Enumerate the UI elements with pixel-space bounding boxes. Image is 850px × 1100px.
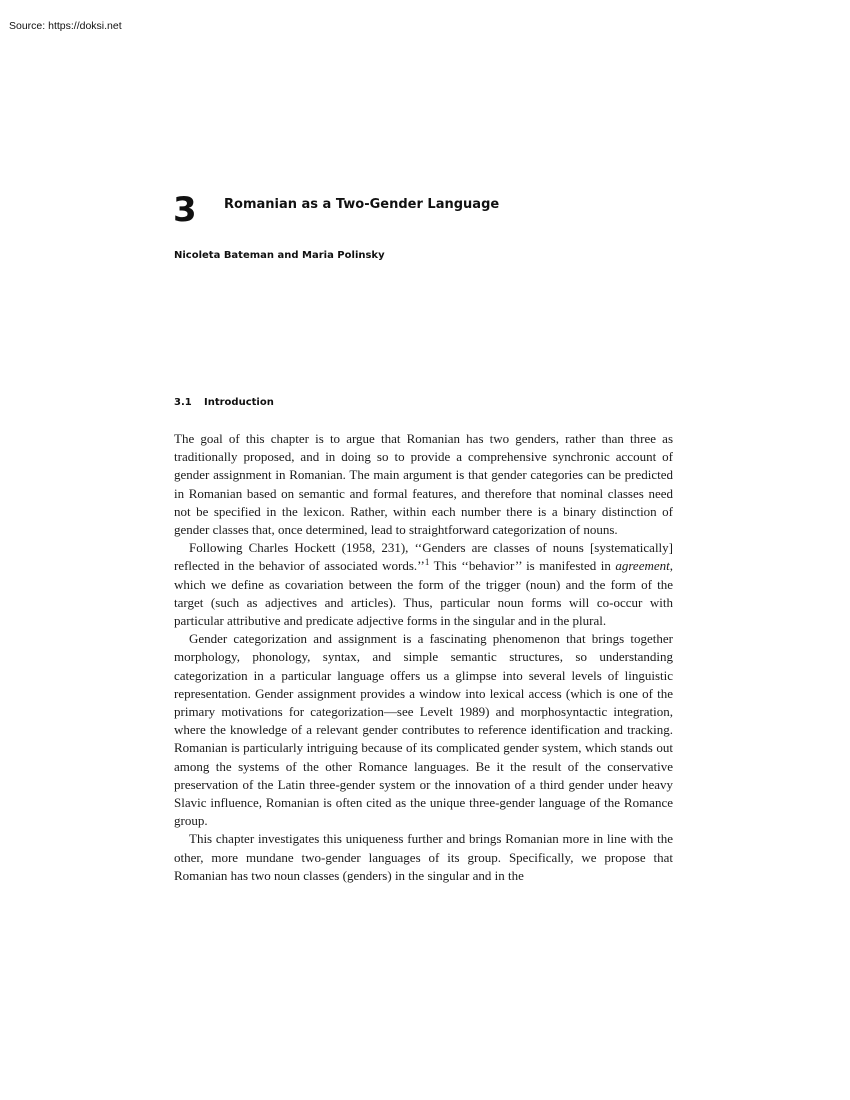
paragraph-2 <box>174 539 673 630</box>
source-label: Source: https://doksi.net <box>9 20 122 32</box>
section-number: 3.1 <box>174 397 192 408</box>
paragraph-2-part-b: This ‘‘behavior’’ is manifested in <box>429 558 616 574</box>
body-text <box>174 430 673 885</box>
paragraph-3: Gender categorization and assignment is a fascinating phenomenon that brings together morphology, phonology, syntax, and simple semantic structures, so understanding categorization in a particular language offers us a glimpse into several levels of linguistic representation. Gender assignment provides a window into lexical access (which is one of the primary motivations for categorization—see Levelt 1989) and morphosyntactic integration, where the knowledge of a relevant gender contributes to reference identification and tracking. Romanian is particularly intriguing because of its complicated gender system, which stands out among the systems of the other Romance languages. Be it the result of the conservative preservation of the Latin three-gender system or the innovation of a third gender under heavy Slavic influence, Romanian is often cited as the unique three-gender language of the Romance group. <box>174 631 673 829</box>
term-agreement: agreement <box>615 558 670 574</box>
paragraph-2-part-c: , which we define as covariation between the form of the trigger (noun) and the form of the target (such as adjectives and articles). Thus, particular noun forms will co-occur with particular attributive and predicate adjective forms in the singular and in the plural. <box>174 558 673 629</box>
chapter-number: 3 <box>173 190 197 230</box>
chapter-authors: Nicoleta Bateman and Maria Polinsky <box>174 250 385 261</box>
section-heading <box>174 397 274 408</box>
footnote-marker[interactable]: 1 <box>424 557 430 568</box>
paragraph-1: The goal of this chapter is to argue that Romanian has two genders, rather than three as traditionally proposed, and in doing so to provide a comprehensive synchronic account of gender assignment in Romanian. The main argument is that gender categories can be predicted in Romanian based on semantic and formal features, and therefore that nominal classes need not be specified in the lexicon. Rather, within each number there is a binary distinction of gender classes that, once determined, lead to straightforward categorization of nouns. <box>174 431 673 538</box>
paragraph-4: This chapter investigates this uniqueness further and brings Romanian more in line with the other, more mundane two-gender languages of its group. Specifically, we propose that Romanian has two noun classes (genders) in the singular and in the <box>174 831 673 883</box>
paragraph-2-part-a: Following Charles Hockett (1958, 231), ‘‘Genders are classes of nouns [systematically] reflected in the behavior of associated words.’’ <box>174 540 673 574</box>
chapter-title: Romanian as a Two-Gender Language <box>224 197 500 212</box>
section-title: Introduction <box>204 397 274 408</box>
